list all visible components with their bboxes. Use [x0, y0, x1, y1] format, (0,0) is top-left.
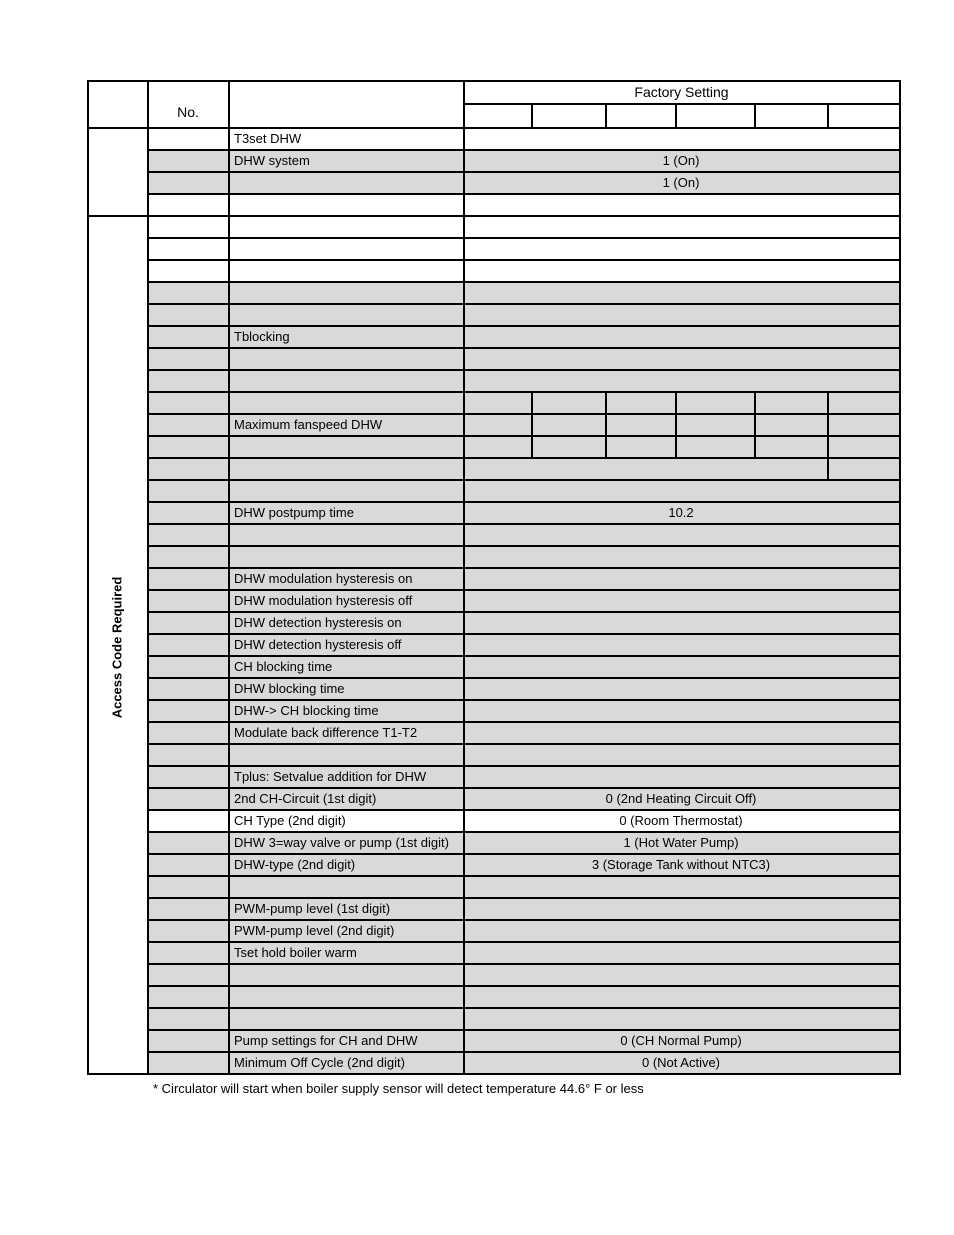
- row-description: [228, 457, 463, 479]
- row-description: Maximum fanspeed DHW: [234, 416, 383, 432]
- row-description: DHW postpump time: [234, 504, 354, 520]
- sub-col: [827, 435, 829, 457]
- row-rule: [147, 369, 899, 371]
- row-rule: [147, 677, 899, 679]
- row-rule: [147, 853, 899, 855]
- sub-col: [531, 413, 533, 435]
- row-factory-value: [463, 413, 899, 435]
- row-factory-value: [463, 281, 899, 303]
- row-rule: [147, 501, 899, 503]
- row-description: DHW-type (2nd digit): [234, 856, 356, 872]
- row-factory-value: 1 (Hot Water Pump): [623, 834, 739, 850]
- header-sub-col: [531, 103, 533, 127]
- sub-col: [605, 435, 607, 457]
- row-rule: [147, 897, 899, 899]
- row-description: Modulate back difference T1-T2: [234, 724, 418, 740]
- header-sub-col: [675, 103, 677, 127]
- row-rule: [147, 1051, 899, 1053]
- row-rule: [147, 303, 899, 305]
- row-factory-value: [463, 457, 899, 479]
- row-rule: [147, 721, 899, 723]
- sub-col: [827, 413, 829, 435]
- row-description: [228, 743, 463, 765]
- row-factory-value: [463, 259, 899, 281]
- row-description: CH blocking time: [234, 658, 333, 674]
- row-rule: [147, 545, 899, 547]
- row-rule: [147, 875, 899, 877]
- row-factory-value: [463, 765, 899, 787]
- row-factory-value: [463, 523, 899, 545]
- row-description: Tset hold boiler warm: [234, 944, 357, 960]
- row-rule: [147, 237, 899, 239]
- row-rule: [147, 149, 899, 151]
- row-rule: [147, 941, 899, 943]
- row-rule: [147, 171, 899, 173]
- row-rule: [147, 611, 899, 613]
- row-factory-value: 1 (On): [662, 152, 700, 168]
- row-rule: [147, 699, 899, 701]
- row-factory-value: [463, 237, 899, 259]
- row-rule: [147, 413, 899, 415]
- row-factory-value: 0 (CH Normal Pump): [620, 1032, 742, 1048]
- row-factory-value: [463, 545, 899, 567]
- row-factory-value: 0 (Not Active): [641, 1054, 721, 1070]
- no-column-header: No.: [177, 104, 199, 120]
- table-border-right: [899, 80, 901, 1075]
- sub-col: [675, 435, 677, 457]
- row-description: PWM-pump level (2nd digit): [234, 922, 395, 938]
- col-line: [147, 80, 149, 1073]
- row-rule: [147, 633, 899, 635]
- row-factory-value: [463, 215, 899, 237]
- header-sub-col: [605, 103, 607, 127]
- row-rule: [147, 281, 899, 283]
- col-line: [463, 80, 465, 1073]
- row-rule: [147, 347, 899, 349]
- row-factory-value: [463, 567, 899, 589]
- row-rule: [147, 391, 899, 393]
- row-factory-value: [463, 875, 899, 897]
- row-factory-value: 3 (Storage Tank without NTC3): [591, 856, 771, 872]
- row-description: [228, 193, 463, 215]
- sub-col: [827, 457, 829, 479]
- row-rule: [147, 985, 899, 987]
- row-description: [228, 963, 463, 985]
- row-factory-value: 10.2: [668, 504, 694, 520]
- row-rule: [147, 809, 899, 811]
- row-factory-value: [463, 633, 899, 655]
- row-factory-value: [463, 963, 899, 985]
- sub-col: [605, 413, 607, 435]
- header-sub-col: [827, 103, 829, 127]
- row-description: DHW-> CH blocking time: [234, 702, 379, 718]
- row-description: [228, 545, 463, 567]
- row-description: DHW blocking time: [234, 680, 345, 696]
- row-description: [228, 237, 463, 259]
- sub-col: [675, 391, 677, 413]
- row-factory-value: 1 (On): [662, 174, 700, 190]
- row-factory-value: [463, 611, 899, 633]
- row-rule: [147, 919, 899, 921]
- row-description: Tblocking: [234, 328, 290, 344]
- row-factory-value: [463, 303, 899, 325]
- row-factory-value: [463, 193, 899, 215]
- row-rule: [147, 655, 899, 657]
- sub-col: [754, 435, 756, 457]
- row-rule: [147, 193, 899, 195]
- row-rule: [147, 325, 899, 327]
- row-factory-value: [463, 699, 899, 721]
- row-rule: [147, 457, 899, 459]
- row-rule: [147, 787, 899, 789]
- row-rule: [147, 1029, 899, 1031]
- row-description: [228, 171, 463, 193]
- sub-col: [675, 413, 677, 435]
- row-factory-value: [463, 655, 899, 677]
- col-line: [228, 80, 230, 1073]
- row-factory-value: [463, 941, 899, 963]
- row-factory-value: [463, 677, 899, 699]
- row-description: [228, 875, 463, 897]
- row-factory-value: [463, 347, 899, 369]
- row-description: [228, 479, 463, 501]
- row-factory-value: [463, 721, 899, 743]
- row-description: [228, 985, 463, 1007]
- row-factory-value: [463, 743, 899, 765]
- row-rule: [147, 523, 899, 525]
- table-border-top: [87, 80, 901, 82]
- row-rule: [147, 765, 899, 767]
- header-bottom-rule: [87, 127, 899, 129]
- row-description: DHW 3=way valve or pump (1st digit): [234, 834, 449, 850]
- row-rule: [147, 259, 899, 261]
- row-description: [228, 1007, 463, 1029]
- row-description: DHW detection hysteresis off: [234, 636, 402, 652]
- row-factory-value: [463, 1007, 899, 1029]
- row-description: [228, 281, 463, 303]
- row-description: DHW detection hysteresis on: [234, 614, 402, 630]
- row-description: Pump settings for CH and DHW: [234, 1032, 418, 1048]
- row-description: [228, 523, 463, 545]
- row-rule: [147, 831, 899, 833]
- row-rule: [147, 479, 899, 481]
- row-description: DHW modulation hysteresis on: [234, 570, 413, 586]
- row-factory-value: [463, 985, 899, 1007]
- row-factory-value: [463, 369, 899, 391]
- sub-col: [827, 391, 829, 413]
- row-rule: [147, 589, 899, 591]
- row-rule: [147, 743, 899, 745]
- row-description: CH Type (2nd digit): [234, 812, 346, 828]
- row-description: Tplus: Setvalue addition for DHW: [234, 768, 427, 784]
- row-description: [228, 435, 463, 457]
- row-rule: [147, 435, 899, 437]
- table-border-left: [87, 80, 89, 1075]
- sub-col: [754, 413, 756, 435]
- row-description: [228, 303, 463, 325]
- row-factory-value: [463, 391, 899, 413]
- row-factory-value: [463, 919, 899, 941]
- row-description: [228, 369, 463, 391]
- row-factory-value: [463, 897, 899, 919]
- row-rule: [147, 963, 899, 965]
- header-sub-col: [754, 103, 756, 127]
- row-description: T3set DHW: [234, 130, 302, 146]
- row-rule: [147, 567, 899, 569]
- factory-setting-header: Factory Setting: [634, 84, 729, 100]
- row-description: DHW system: [234, 152, 310, 168]
- sub-col: [605, 391, 607, 413]
- row-factory-value: [463, 127, 899, 149]
- row-factory-value: [463, 435, 899, 457]
- row-description: [228, 347, 463, 369]
- row-description: [228, 391, 463, 413]
- row-factory-value: [463, 479, 899, 501]
- row-factory-value: [463, 589, 899, 611]
- footnote: * Circulator will start when boiler supply sensor will detect temperature 44.6° F or less: [153, 1081, 644, 1096]
- row-description: [228, 259, 463, 281]
- row-description: Minimum Off Cycle (2nd digit): [234, 1054, 405, 1070]
- sub-col: [754, 391, 756, 413]
- row-description: DHW modulation hysteresis off: [234, 592, 413, 608]
- access-code-required-label: Access Code Required: [109, 576, 125, 718]
- header-mid-rule: [463, 103, 899, 105]
- sub-col: [531, 435, 533, 457]
- row-factory-value: [463, 325, 899, 347]
- row-factory-value: 0 (Room Thermostat): [619, 812, 743, 828]
- table-border-bottom: [87, 1073, 901, 1075]
- row-rule: [87, 215, 899, 217]
- row-factory-value: 0 (2nd Heating Circuit Off): [605, 790, 757, 806]
- row-rule: [147, 1007, 899, 1009]
- sub-col: [531, 391, 533, 413]
- row-description: PWM-pump level (1st digit): [234, 900, 391, 916]
- row-description: 2nd CH-Circuit (1st digit): [234, 790, 377, 806]
- row-description: [228, 215, 463, 237]
